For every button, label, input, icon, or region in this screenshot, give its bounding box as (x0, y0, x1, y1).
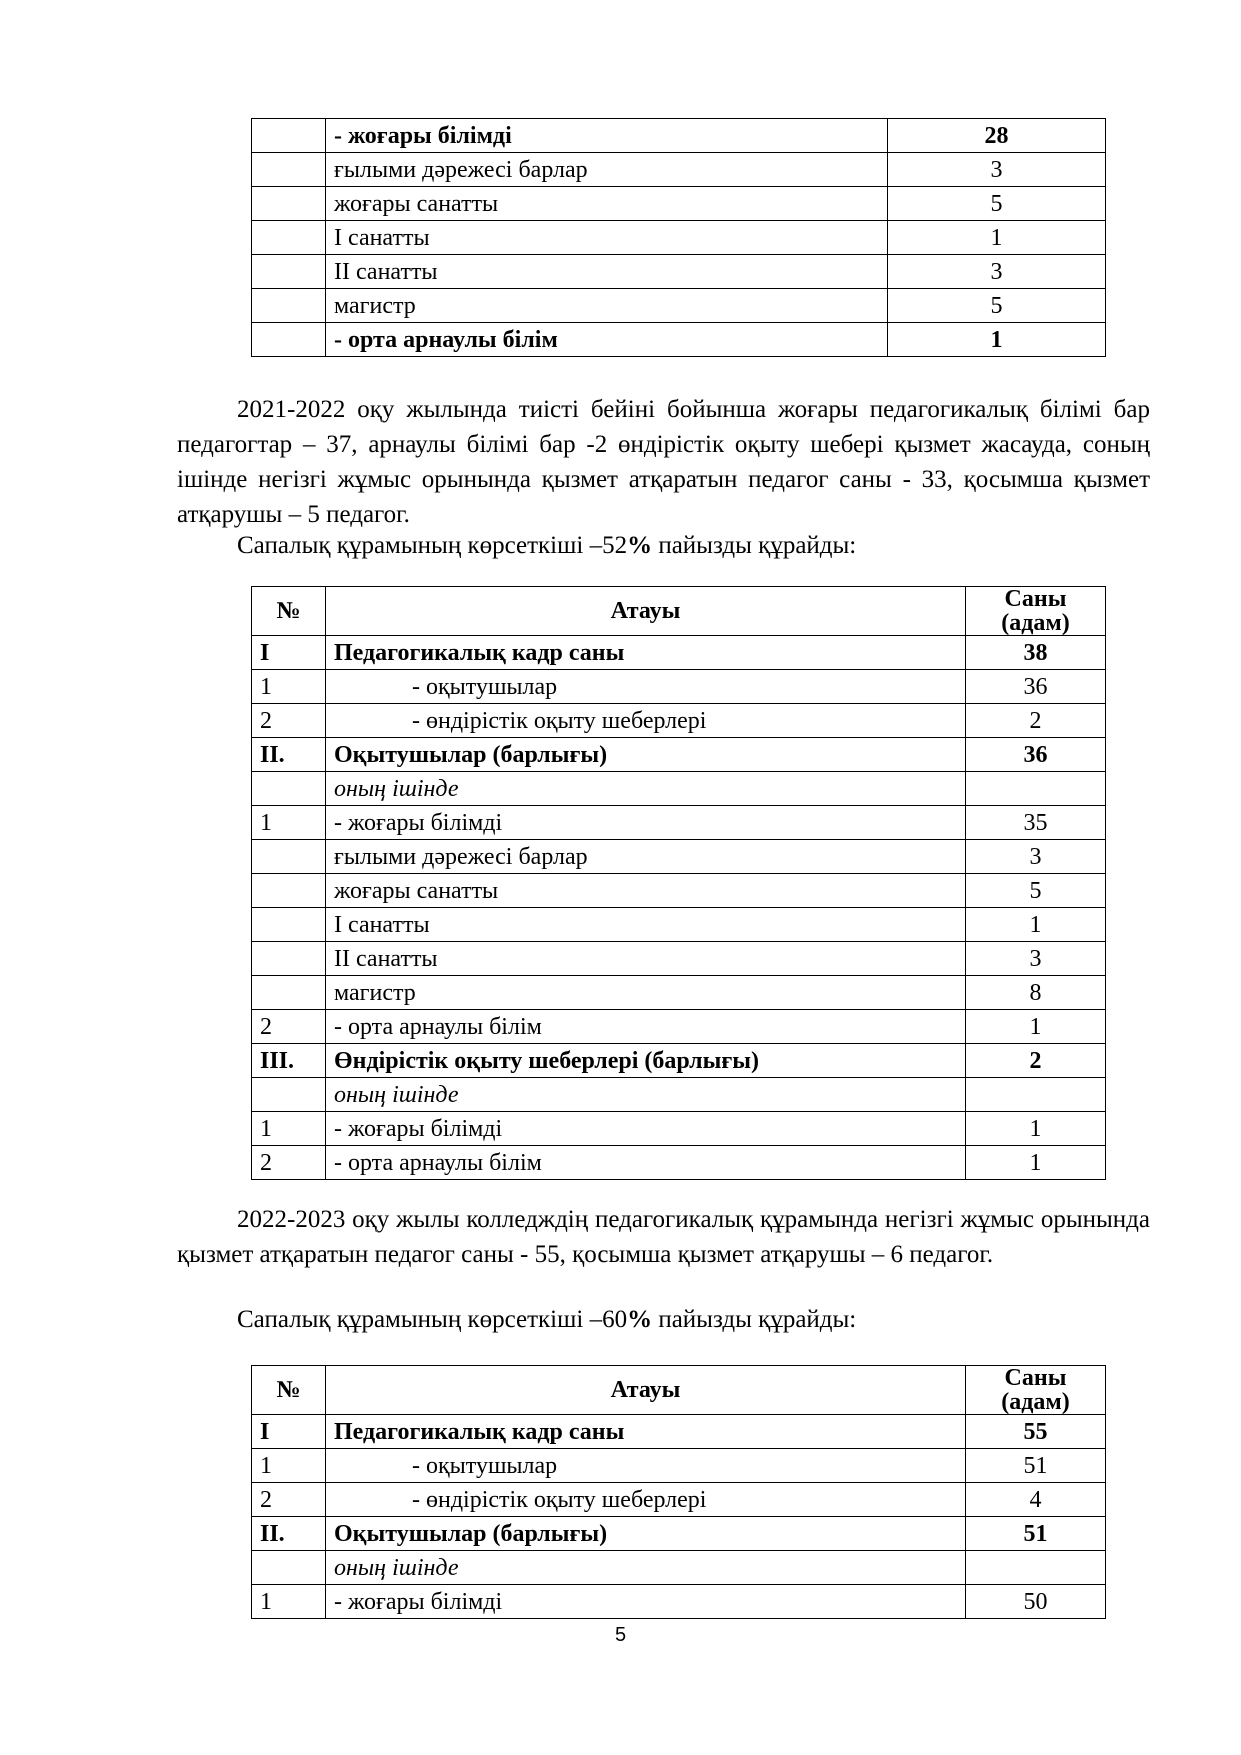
row-number-cell (252, 119, 326, 153)
row-number-cell (252, 323, 326, 357)
page-number: 5 (614, 1624, 627, 1646)
row-name-cell: - жоғары білімді (326, 806, 966, 840)
row-number-cell (252, 908, 326, 942)
header-name: Атауы (326, 587, 966, 636)
row-count-cell: 1 (966, 1146, 1106, 1180)
row-number-cell (252, 1551, 326, 1585)
row-count-cell: 1 (966, 908, 1106, 942)
row-number-cell (252, 976, 326, 1010)
row-count-cell: 38 (966, 636, 1106, 670)
row-count-cell: 51 (966, 1449, 1106, 1483)
row-count-cell (966, 1551, 1106, 1585)
row-number-cell: ІІ. (252, 738, 326, 772)
table-row (252, 1585, 1106, 1619)
row-number-cell (252, 221, 326, 255)
row-count-cell: 3 (888, 153, 1106, 187)
row-count-cell: 51 (966, 1517, 1106, 1551)
table-row (252, 1517, 1106, 1551)
row-name-cell: ғылыми дәрежесі барлар (326, 153, 888, 187)
row-number-cell (252, 153, 326, 187)
row-number-cell: ІІІ. (252, 1044, 326, 1078)
row-number-cell: 1 (252, 1449, 326, 1483)
row-count-cell: 5 (966, 874, 1106, 908)
row-count-cell: 8 (966, 976, 1106, 1010)
quality-suffix: пайызды құрайды: (652, 532, 857, 559)
row-name-cell: жоғары санатты (326, 874, 966, 908)
row-number-cell: І (252, 636, 326, 670)
row-number-cell (252, 942, 326, 976)
row-name-cell: - оқытушылар (326, 670, 966, 704)
table-row (252, 908, 1106, 942)
row-count-cell: 50 (966, 1585, 1106, 1619)
row-count-cell: 1 (966, 1010, 1106, 1044)
row-name-cell: магистр (326, 289, 888, 323)
row-name-cell: магистр (326, 976, 966, 1010)
table-row (252, 323, 1106, 357)
header-count: Саны (адам) (966, 1366, 1106, 1415)
table-row (252, 874, 1106, 908)
row-number-cell (252, 772, 326, 806)
table-row (252, 1483, 1106, 1517)
table-row (252, 670, 1106, 704)
quality-indicator-2021 (237, 528, 856, 563)
row-number-cell: 1 (252, 1585, 326, 1619)
row-number-cell: 2 (252, 1146, 326, 1180)
row-count-cell (966, 1078, 1106, 1112)
header-num: № (252, 587, 326, 636)
row-number-cell (252, 874, 326, 908)
row-name-cell: - жоғары білімді (326, 1585, 966, 1619)
table-header-row (252, 1366, 1106, 1415)
row-name-cell: Оқытушылар (барлығы) (326, 738, 966, 772)
row-count-cell: 5 (888, 187, 1106, 221)
row-count-cell: 2 (966, 704, 1106, 738)
table-row (252, 840, 1106, 874)
table-row (252, 1078, 1106, 1112)
header-count: Саны (адам) (966, 587, 1106, 636)
row-name-cell: - жоғары білімді (326, 119, 888, 153)
table-row (252, 221, 1106, 255)
row-number-cell: 1 (252, 670, 326, 704)
percent-sign: % (627, 1306, 653, 1333)
row-number-cell (252, 187, 326, 221)
header-num: № (252, 1366, 326, 1415)
row-name-cell: - орта арнаулы білім (326, 323, 888, 357)
table-row (252, 636, 1106, 670)
row-name-cell: Өндірістік оқыту шеберлері (барлығы) (326, 1044, 966, 1078)
paragraph-2021-2022: 2021-2022 оқу жылында тиісті бейіні бойынша жоғары педагогикалық білімі бар педагогтар – 37, арнаулы білімі бар -2 өндірістік оқыту шебері қызмет жасауда, соның ішінде негізгі жұмыс орынында қызмет атқаратын педагог саны - 33, қосымша қызмет атқарушы – 5 педагог. (177, 396, 1150, 528)
row-count-cell: 5 (888, 289, 1106, 323)
row-name-cell: Педагогикалық кадр саны (326, 1415, 966, 1449)
paragraph-2022-2023: 2022-2023 оқу жылы колледждің педагогикалық құрамында негізгі жұмыс орынында қызмет атқаратын педагог саны - 55, қосымша қызмет атқарушы – 6 педагог. (177, 1206, 1150, 1268)
row-count-cell: 36 (966, 738, 1106, 772)
row-count-cell: 3 (966, 942, 1106, 976)
quality-indicator-2022 (237, 1302, 856, 1337)
row-name-cell: ғылыми дәрежесі барлар (326, 840, 966, 874)
row-number-cell (252, 840, 326, 874)
table-row (252, 187, 1106, 221)
row-count-cell: 1 (888, 221, 1106, 255)
row-name-cell: - өндірістік оқыту шеберлері (326, 704, 966, 738)
table-row (252, 976, 1106, 1010)
row-count-cell: 3 (888, 255, 1106, 289)
row-number-cell (252, 1078, 326, 1112)
table-row (252, 1415, 1106, 1449)
row-name-cell: - орта арнаулы білім (326, 1146, 966, 1180)
staff-table-2021-2022 (251, 586, 1106, 1180)
row-count-cell: 1 (966, 1112, 1106, 1146)
staff-table-2022-2023 (251, 1365, 1106, 1619)
row-name-cell: Оқытушылар (барлығы) (326, 1517, 966, 1551)
staff-table-continued (251, 118, 1106, 357)
table-row (252, 1044, 1106, 1078)
row-name-cell: ІІ санатты (326, 942, 966, 976)
row-number-cell: 2 (252, 1010, 326, 1044)
quality-prefix: Сапалық құрамының көрсеткіші –60 (237, 1306, 628, 1333)
table-row (252, 738, 1106, 772)
table-row (252, 1449, 1106, 1483)
table-row (252, 255, 1106, 289)
table-row (252, 1551, 1106, 1585)
table-row (252, 1112, 1106, 1146)
row-count-cell: 35 (966, 806, 1106, 840)
table-row (252, 772, 1106, 806)
row-name-cell: І санатты (326, 908, 966, 942)
table-row (252, 1146, 1106, 1180)
row-name-cell: - өндірістік оқыту шеберлері (326, 1483, 966, 1517)
row-count-cell: 28 (888, 119, 1106, 153)
table-row (252, 704, 1106, 738)
table-row (252, 289, 1106, 323)
row-count-cell: 36 (966, 670, 1106, 704)
row-name-cell: оның ішінде (326, 1078, 966, 1112)
table-row (252, 806, 1106, 840)
row-name-cell: оның ішінде (326, 1551, 966, 1585)
row-count-cell (966, 772, 1106, 806)
row-count-cell: 3 (966, 840, 1106, 874)
table-header-row (252, 587, 1106, 636)
row-number-cell: 2 (252, 704, 326, 738)
row-number-cell (252, 255, 326, 289)
row-name-cell: оның ішінде (326, 772, 966, 806)
table-row (252, 1010, 1106, 1044)
row-number-cell (252, 289, 326, 323)
row-number-cell: І (252, 1415, 326, 1449)
row-count-cell: 1 (888, 323, 1106, 357)
row-number-cell: 1 (252, 806, 326, 840)
row-name-cell: - оқытушылар (326, 1449, 966, 1483)
table-row (252, 119, 1106, 153)
row-count-cell: 55 (966, 1415, 1106, 1449)
row-name-cell: ІІ санатты (326, 255, 888, 289)
row-name-cell: І санатты (326, 221, 888, 255)
row-count-cell: 2 (966, 1044, 1106, 1078)
row-number-cell: ІІ. (252, 1517, 326, 1551)
quality-prefix: Сапалық құрамының көрсеткіші –52 (237, 532, 628, 559)
row-name-cell: - орта арнаулы білім (326, 1010, 966, 1044)
quality-suffix: пайызды құрайды: (652, 1306, 857, 1333)
row-name-cell: Педагогикалық кадр саны (326, 636, 966, 670)
header-name: Атауы (326, 1366, 966, 1415)
percent-sign: % (627, 532, 653, 559)
table-row (252, 153, 1106, 187)
row-name-cell: жоғары санатты (326, 187, 888, 221)
row-number-cell: 2 (252, 1483, 326, 1517)
row-count-cell: 4 (966, 1483, 1106, 1517)
table-row (252, 942, 1106, 976)
row-name-cell: - жоғары білімді (326, 1112, 966, 1146)
row-number-cell: 1 (252, 1112, 326, 1146)
